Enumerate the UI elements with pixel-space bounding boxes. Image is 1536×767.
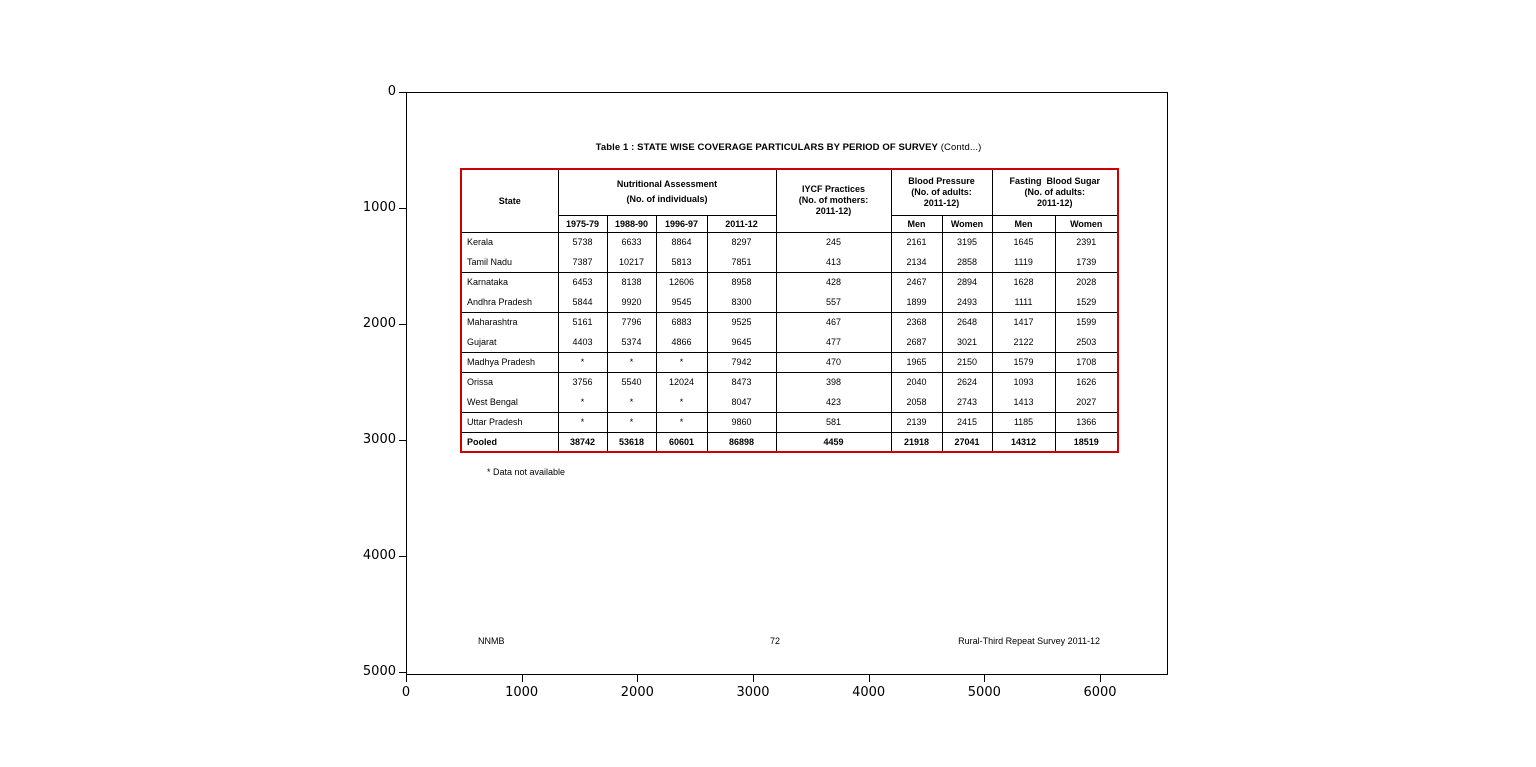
value-cell: 9525 xyxy=(707,312,776,332)
value-cell: 14312 xyxy=(992,432,1055,452)
value-cell: * xyxy=(558,352,607,372)
value-cell: * xyxy=(656,412,707,432)
col-header-blood-pressure xyxy=(891,169,992,215)
col-header-men: Men xyxy=(992,215,1055,232)
state-name-cell: Pooled xyxy=(461,432,558,452)
x-axis-tick-mark xyxy=(522,675,523,682)
value-cell: 7942 xyxy=(707,352,776,372)
state-name-cell: West Bengal xyxy=(461,392,558,412)
value-cell: 3756 xyxy=(558,372,607,392)
value-cell: 1417 xyxy=(992,312,1055,332)
value-cell: 2467 xyxy=(891,272,942,292)
value-cell: 6883 xyxy=(656,312,707,332)
value-cell: 2391 xyxy=(1055,232,1118,252)
value-cell: 1366 xyxy=(1055,412,1118,432)
x-axis-tick-label: 3000 xyxy=(736,685,770,700)
y-axis-tick-label: 2000 xyxy=(362,316,396,331)
value-cell: 2858 xyxy=(942,252,992,272)
footnote: * Data not available xyxy=(487,467,566,477)
y-axis-tick-mark xyxy=(399,556,406,557)
header-line: (No. of adults: xyxy=(1024,186,1085,197)
y-axis-tick-mark xyxy=(399,208,406,209)
x-axis-tick-label: 5000 xyxy=(967,685,1001,700)
value-cell: 5374 xyxy=(607,332,656,352)
state-name-cell: Karnataka xyxy=(461,272,558,292)
state-name-cell: Madhya Pradesh xyxy=(461,352,558,372)
value-cell: 60601 xyxy=(656,432,707,452)
table-row xyxy=(461,392,1118,412)
value-cell: 5738 xyxy=(558,232,607,252)
value-cell: 2624 xyxy=(942,372,992,392)
value-cell: 5844 xyxy=(558,292,607,312)
x-axis-tick-mark xyxy=(984,675,985,682)
table-row xyxy=(461,352,1118,372)
x-axis-tick-mark xyxy=(753,675,754,682)
x-axis-tick-mark xyxy=(406,675,407,682)
value-cell: 6453 xyxy=(558,272,607,292)
coverage-table xyxy=(460,168,1119,453)
value-cell: 12024 xyxy=(656,372,707,392)
x-axis-tick-label: 2000 xyxy=(620,685,654,700)
value-cell: 38742 xyxy=(558,432,607,452)
value-cell: 2648 xyxy=(942,312,992,332)
value-cell: 8047 xyxy=(707,392,776,412)
state-name-cell: Uttar Pradesh xyxy=(461,412,558,432)
col-header-year: 1975-79 xyxy=(558,215,607,232)
footer-org: NNMB xyxy=(478,636,505,646)
value-cell: 2415 xyxy=(942,412,992,432)
value-cell: 21918 xyxy=(891,432,942,452)
value-cell: 2150 xyxy=(942,352,992,372)
header-line: (No. of individuals) xyxy=(626,194,708,205)
value-cell: 12606 xyxy=(656,272,707,292)
table-row xyxy=(461,292,1118,312)
value-cell: * xyxy=(558,412,607,432)
value-cell: 8473 xyxy=(707,372,776,392)
x-axis-tick-label: 1000 xyxy=(505,685,539,700)
value-cell: 428 xyxy=(776,272,891,292)
value-cell: 8864 xyxy=(656,232,707,252)
document-title xyxy=(460,142,1117,153)
value-cell: 4866 xyxy=(656,332,707,352)
y-axis-tick-label: 4000 xyxy=(362,548,396,563)
header-line: (No. of mothers: xyxy=(798,195,869,206)
value-cell: 9920 xyxy=(607,292,656,312)
value-cell: 1626 xyxy=(1055,372,1118,392)
state-name-cell: Kerala xyxy=(461,232,558,252)
value-cell: 1899 xyxy=(891,292,942,312)
col-header-year: 1988-90 xyxy=(607,215,656,232)
table-row xyxy=(461,252,1118,272)
header-line: (No. of adults: xyxy=(911,186,972,197)
state-name-cell: Maharashtra xyxy=(461,312,558,332)
table-row xyxy=(461,412,1118,432)
y-axis-tick-mark xyxy=(399,324,406,325)
x-axis-tick-mark xyxy=(869,675,870,682)
col-header-year: 1996-97 xyxy=(656,215,707,232)
header-line: 2011-12) xyxy=(923,197,960,208)
col-header-state: State xyxy=(461,169,558,232)
value-cell: * xyxy=(656,352,707,372)
col-header-year: 2011-12 xyxy=(707,215,776,232)
title-text: Table 1 : STATE WISE COVERAGE PARTICULARS BY PERIOD OF SURVEY xyxy=(595,142,938,153)
value-cell: 1599 xyxy=(1055,312,1118,332)
value-cell: 413 xyxy=(776,252,891,272)
value-cell: 8138 xyxy=(607,272,656,292)
value-cell: 2687 xyxy=(891,332,942,352)
value-cell: 4403 xyxy=(558,332,607,352)
value-cell: 2493 xyxy=(942,292,992,312)
state-name-cell: Orissa xyxy=(461,372,558,392)
value-cell: 1965 xyxy=(891,352,942,372)
value-cell: * xyxy=(607,352,656,372)
value-cell: 8958 xyxy=(707,272,776,292)
value-cell: * xyxy=(558,392,607,412)
y-axis-tick-mark xyxy=(399,92,406,93)
value-cell: 398 xyxy=(776,372,891,392)
col-header-men: Men xyxy=(891,215,942,232)
value-cell: 1579 xyxy=(992,352,1055,372)
footer-page-number: 72 xyxy=(769,636,780,646)
value-cell: 10217 xyxy=(607,252,656,272)
table-row xyxy=(461,272,1118,292)
value-cell: 467 xyxy=(776,312,891,332)
value-cell: 2503 xyxy=(1055,332,1118,352)
y-axis-tick-label: 1000 xyxy=(362,200,396,215)
value-cell: 8300 xyxy=(707,292,776,312)
value-cell: 2743 xyxy=(942,392,992,412)
coverage-table-body xyxy=(461,232,1118,452)
value-cell: 2161 xyxy=(891,232,942,252)
value-cell: 4459 xyxy=(776,432,891,452)
value-cell: 5161 xyxy=(558,312,607,332)
value-cell: * xyxy=(607,392,656,412)
value-cell: 86898 xyxy=(707,432,776,452)
value-cell: 3195 xyxy=(942,232,992,252)
title-suffix: (Contd...) xyxy=(938,142,982,153)
value-cell: 9860 xyxy=(707,412,776,432)
value-cell: 477 xyxy=(776,332,891,352)
col-header-fasting-blood-sugar xyxy=(992,169,1118,215)
header-line: 2011-12) xyxy=(815,206,852,217)
value-cell: 9645 xyxy=(707,332,776,352)
header-line: Blood Pressure xyxy=(908,175,975,186)
y-axis-tick-label: 5000 xyxy=(362,664,396,679)
value-cell: 2894 xyxy=(942,272,992,292)
value-cell: 1093 xyxy=(992,372,1055,392)
table-row xyxy=(461,312,1118,332)
value-cell: 1739 xyxy=(1055,252,1118,272)
value-cell: 245 xyxy=(776,232,891,252)
value-cell: 7387 xyxy=(558,252,607,272)
header-line: Nutritional Assessment xyxy=(616,179,718,190)
y-axis-tick-mark xyxy=(399,672,406,673)
table-row xyxy=(461,432,1118,452)
value-cell: 27041 xyxy=(942,432,992,452)
table-row xyxy=(461,332,1118,352)
value-cell: 557 xyxy=(776,292,891,312)
x-axis-tick-mark xyxy=(637,675,638,682)
value-cell: 7851 xyxy=(707,252,776,272)
value-cell: 8297 xyxy=(707,232,776,252)
x-axis-tick-label: 0 xyxy=(401,685,411,700)
state-name-cell: Gujarat xyxy=(461,332,558,352)
value-cell: 2368 xyxy=(891,312,942,332)
value-cell: 470 xyxy=(776,352,891,372)
value-cell: * xyxy=(656,392,707,412)
value-cell: 5540 xyxy=(607,372,656,392)
col-header-nutritional-assessment xyxy=(558,169,776,215)
value-cell: 1529 xyxy=(1055,292,1118,312)
x-axis-tick-label: 4000 xyxy=(852,685,886,700)
value-cell: 2028 xyxy=(1055,272,1118,292)
value-cell: 1185 xyxy=(992,412,1055,432)
footer-survey-label: Rural-Third Repeat Survey 2011-12 xyxy=(958,636,1100,646)
value-cell: 2027 xyxy=(1055,392,1118,412)
value-cell: 2122 xyxy=(992,332,1055,352)
value-cell: 2040 xyxy=(891,372,942,392)
value-cell: 1413 xyxy=(992,392,1055,412)
y-axis-tick-label: 3000 xyxy=(362,432,396,447)
value-cell: 1708 xyxy=(1055,352,1118,372)
value-cell: 2139 xyxy=(891,412,942,432)
value-cell: 2058 xyxy=(891,392,942,412)
x-axis-tick-label: 6000 xyxy=(1083,685,1117,700)
header-line: IYCF Practices xyxy=(801,184,866,195)
value-cell: 7796 xyxy=(607,312,656,332)
value-cell: 1645 xyxy=(992,232,1055,252)
state-name-cell: Tamil Nadu xyxy=(461,252,558,272)
value-cell: 5813 xyxy=(656,252,707,272)
value-cell: 3021 xyxy=(942,332,992,352)
header-line: Fasting Blood Sugar xyxy=(1009,175,1100,186)
value-cell: * xyxy=(607,412,656,432)
value-cell: 9545 xyxy=(656,292,707,312)
col-header-women: Women xyxy=(942,215,992,232)
value-cell: 53618 xyxy=(607,432,656,452)
col-header-iycf-practices xyxy=(776,169,891,232)
value-cell: 18519 xyxy=(1055,432,1118,452)
header-row-groups xyxy=(461,169,1118,215)
value-cell: 423 xyxy=(776,392,891,412)
table-row xyxy=(461,232,1118,252)
header-line: 2011-12) xyxy=(1036,197,1073,208)
value-cell: 1111 xyxy=(992,292,1055,312)
table-row xyxy=(461,372,1118,392)
x-axis-tick-mark xyxy=(1100,675,1101,682)
col-header-women: Women xyxy=(1055,215,1118,232)
state-name-cell: Andhra Pradesh xyxy=(461,292,558,312)
value-cell: 2134 xyxy=(891,252,942,272)
table-wrapper xyxy=(460,168,1119,453)
value-cell: 1628 xyxy=(992,272,1055,292)
y-axis-tick-label: 0 xyxy=(387,84,396,99)
value-cell: 581 xyxy=(776,412,891,432)
value-cell: 6633 xyxy=(607,232,656,252)
value-cell: 1119 xyxy=(992,252,1055,272)
y-axis-tick-mark xyxy=(399,440,406,441)
